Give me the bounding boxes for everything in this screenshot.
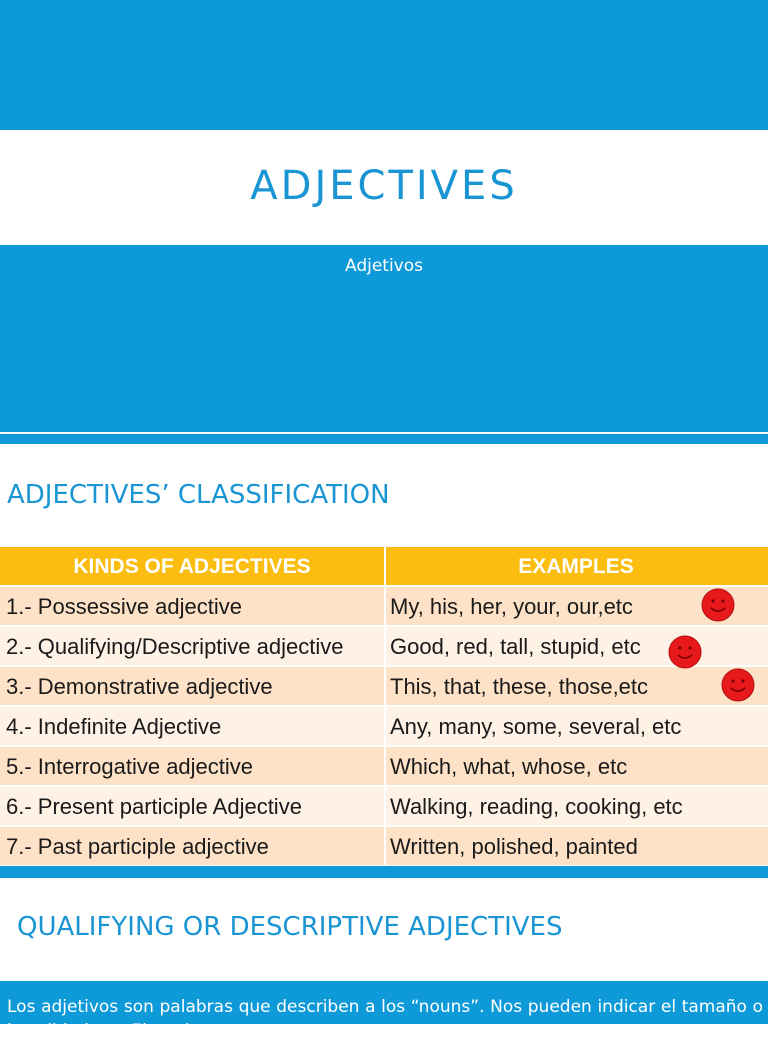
table-cell-example: Good, red, tall, stupid, etc [390,634,641,659]
table-cell-kind: 2.- Qualifying/Descriptive adjective [6,634,344,659]
table-cell-kind: 3.- Demonstrative adjective [6,674,273,699]
page-subtitle: Adjetivos [344,256,423,276]
table-cell-example: Written, polished, painted [390,834,638,859]
smiley-face-icon [701,588,735,622]
table-cell-kind: 5.- Interrogative adjective [6,754,254,779]
page-title: ADJECTIVES [250,163,518,209]
table-header-kinds: KINDS OF ADJECTIVES [73,555,311,578]
adjectives-table [0,547,768,866]
table-cell-kind: 7.- Past participle adjective [6,834,269,859]
table-cell-kind: 1.- Possessive adjective [6,594,242,619]
body-text-band [0,981,768,1041]
body-paragraph: Los adjetivos son palabras que describen a los “nouns”. Nos pueden indicar el tamaño o la calidad etc. Ejemplos: [7,997,763,1041]
table-cell-example: My, his, her, your, our,etc [390,594,633,619]
table-cell-example: Which, what, whose, etc [390,754,628,779]
classification-heading: ADJECTIVES’ CLASSIFICATION [7,480,390,510]
table-cell-kind: 6.- Present participle Adjective [6,794,302,819]
table-cell-example: This, that, these, those,etc [390,674,649,699]
qualifying-heading: QUALIFYING OR DESCRIPTIVE ADJECTIVES [17,912,563,942]
table-column-separator [384,547,386,866]
table-header-examples: EXAMPLES [518,555,634,578]
slide2-top-band [0,434,768,444]
smiley-face-icon [721,668,755,702]
table-cell-example: Any, many, some, several, etc [390,714,682,739]
title-slide-top-band [0,0,768,130]
table-cell-example: Walking, reading, cooking, etc [390,794,683,819]
smiley-face-icon [668,635,702,669]
table-cell-kind: 4.- Indefinite Adjective [6,714,222,739]
slide3-top-band [0,866,768,878]
